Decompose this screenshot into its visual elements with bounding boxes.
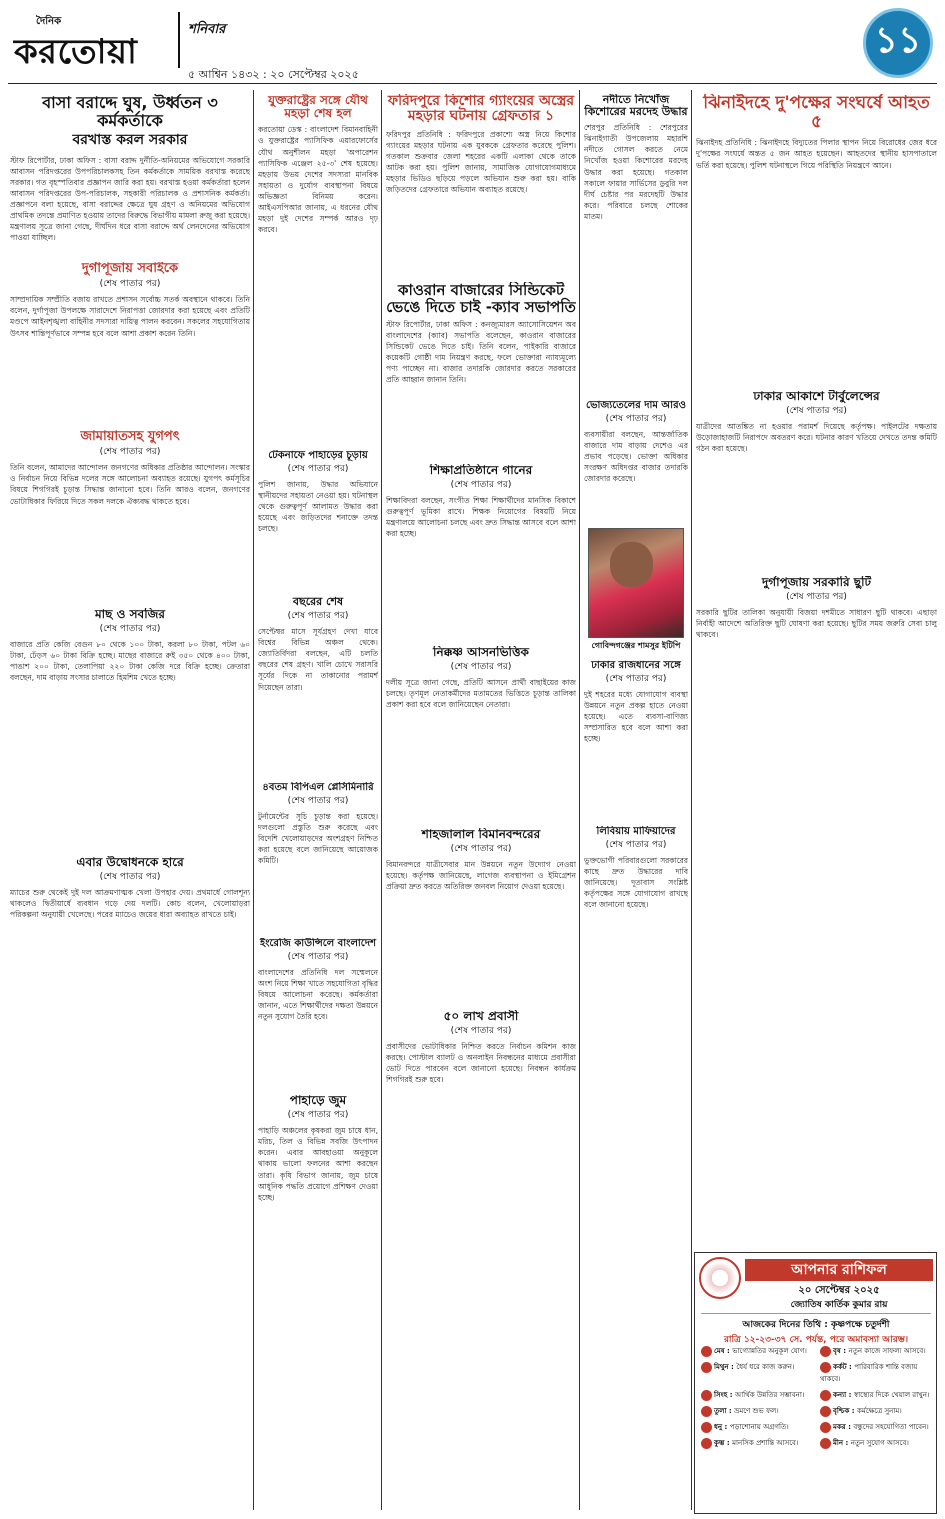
headline: বাসা বরাদ্দে ঘুষ, উর্ধ্বতন ৩ কর্মকর্তাকে <box>42 94 218 130</box>
horoscope-date: ২০ সেপ্টেম্বর ২০২৫ <box>798 1285 880 1296</box>
zodiac-sign-icon <box>701 1390 712 1401</box>
zodiac-sign-text: নতুন কাজে সাফল্য আসবে। <box>848 1347 926 1355</box>
zodiac-sign-name: কুম্ভ : <box>714 1439 733 1447</box>
headline: দুর্গাপূজায় সবাইকে <box>81 262 179 276</box>
headline: ৫০ লাখ প্রবাসী <box>443 1010 519 1023</box>
tithi-time: রাত্রি ১২-২৩-৩৭ সে. পর্যন্ত, পরে অমাবস্যা আরম্ভ। <box>723 1335 909 1345</box>
continued-label: (শেষ পাতার পর) <box>99 872 161 883</box>
story-body: দুই শহরের মধ্যে যোগাযোগ ব্যবস্থা উন্নয়নে নতুন প্রকল্প হাতে নেওয়া হয়েছে। এতে ব্যবসা-বাণিজ্য সম্প্রসারিত হবে বলে আশা করা হচ্ছে। <box>584 690 688 744</box>
story-fish-veg <box>10 608 250 848</box>
zodiac-sign-row <box>701 1345 814 1357</box>
story-body: টুর্নামেন্টের সূচি চূড়ান্ত করা হয়েছে। দলগুলো প্রস্তুতি শুরু করেছে এবং বিদেশি খেলোয়াড়দের অংশগ্রহণ নিশ্চিত করা হয়েছে বলে জানিয়েছে আয়োজক কমিটি। <box>258 812 378 866</box>
publication-date: ৫ আশ্বিন ১৪৩২ : ২০ সেপ্টেম্বর ২০২৫ <box>188 68 359 81</box>
zodiac-sign-text: আর্থিক উন্নতির সম্ভাবনা। <box>735 1391 805 1399</box>
tithi-label: আজকের দিনের তিথি : কৃষ্ণপক্ষে চতুর্দশী <box>742 1320 890 1330</box>
continued-label: (শেষ পাতার পর) <box>450 662 512 673</box>
story-body: স্টাফ রিপোর্টার, ঢাকা অফিস : কনজ্যুমারস অ্যাসোসিয়েশন অব বাংলাদেশের (ক্যাব) সভাপতি বলেছেন, কাওরান বাজারের সিন্ডিকেট ভেঙে দিতে চাই। তিনি বলেন, পাইকারি বাজারে কয়েকটি গোষ্ঠী দাম নিয়ন্ত্রণ করছে, ফলে ভোক্তারা ন্যায্যমূল্যে পণ্য পাচ্ছেন না। বাজার তদারকি জোরদার করতে সরকারের প্রতি আহ্বান জানান তিনি। <box>386 320 576 385</box>
story-school-music <box>386 464 576 640</box>
headline: নদীতে নিখোঁজ কিশোরের মরদেহ উদ্ধার <box>584 94 688 119</box>
story-bribery <box>10 94 250 254</box>
story-faridpur <box>386 94 576 274</box>
headline: পাহাড়ে জুম <box>289 1094 347 1107</box>
continued-label: (শেষ পাতার পর) <box>605 414 667 424</box>
zodiac-sign-text: পড়াশোনায় অগ্রগতি। <box>729 1423 789 1431</box>
continued-label: (শেষ পাতার পর) <box>605 840 667 850</box>
zodiac-sign-text: পারিবারিক শান্তি বজায় থাকবে। <box>820 1363 918 1383</box>
continued-label: (শেষ পাতার পর) <box>450 480 512 491</box>
zodiac-sign-name: বৃষ : <box>833 1347 849 1355</box>
page-number-badge: ১১ <box>863 8 933 78</box>
story-body: শেরপুর প্রতিনিধি : শেরপুরের ঝিনাইগাতী উপজেলায় মহারশি নদীতে গোসল করতে নেমে নিখোঁজ হওয়া কিশোরের মরদেহ উদ্ধার করা হয়েছে। গতকাল সকালে ফায়ার সার্ভিসের ডুবুরি দল দীর্ঘ চেষ্টার পর মরদেহটি উদ্ধার করে। পরিবারে চলছে শোকের মাতম। <box>584 123 688 221</box>
story-body: দলীয় সূত্রে জানা গেছে, প্রতিটি আসনে প্রার্থী বাছাইয়ের কাজ চলছে। তৃণমূল নেতাকর্মীদের মতামতের ভিত্তিতে চূড়ান্ত তালিকা প্রকাশ করা হবে বলে জানিয়েছেন নেতারা। <box>386 678 576 710</box>
story-body: সাম্প্রদায়িক সম্প্রীতি বজায় রাখতে প্রশাসন সর্বোচ্চ সতর্ক অবস্থানে থাকবে। তিনি বলেন, দুর্গাপূজা উপলক্ষে সারাদেশে নিরাপত্তা জোরদার করা হয়েছে এবং প্রতিটি মণ্ডপে আইনশৃঙ্খলা বাহিনীর সদস্যরা দায়িত্ব পালন করবেন। সকলের সহযোগিতায় উৎসব শান্তিপূর্ণভাবে সম্পন্ন হবে বলে আশা প্রকাশ করেন তিনি। <box>10 295 250 338</box>
zodiac-sign-row <box>820 1345 933 1357</box>
zodiac-sign-text: ভাগ্যোন্নতির অনুকূল যোগ। <box>732 1347 807 1355</box>
zodiac-sign-name: কর্কট : <box>833 1363 855 1371</box>
zodiac-sign-name: মীন : <box>833 1439 851 1447</box>
photo-caption-wrap <box>584 640 688 654</box>
headline: শাহজালাল বিমানবন্দরের <box>421 828 541 841</box>
zodiac-sign-text: ধৈর্য ধরে কাজ করুন। <box>736 1363 795 1371</box>
story-seat-based <box>386 646 576 822</box>
masthead-tag: দৈনিক <box>36 16 62 27</box>
zodiac-sign-icon <box>820 1406 831 1417</box>
zodiac-wheel-icon <box>699 1257 741 1299</box>
zodiac-sign-name: মকর : <box>833 1423 854 1431</box>
story-body: বাজারে প্রতি কেজি বেগুন ৮০ থেকে ১০০ টাকা, করলা ৮০ টাকা, পটল ৬০ টাকা, ঢেঁড়স ৬০ টাকা বিক্রি হচ্ছে। মাছের বাজারে রুই ৩৫০ থেকে ৪০০ টাকা, পাঙাশ ২০০ টাকা, তেলাপিয়া ২২০ টাকা কেজি দরে বিক্রি হচ্ছে। ক্রেতারা বলছেন, দাম বাড়ায় সংসার চালাতে হিমশিম খেতে হচ্ছে। <box>10 640 250 683</box>
story-body: সেপ্টেম্বর মাসে সূর্যগ্রহণ দেখা যাবে বিশ্বের বিভিন্ন অঞ্চল থেকে। জ্যোতির্বিদরা বলছেন, এটি চলতি বছরের শেষ গ্রহণ। খালি চোখে সরাসরি সূর্যের দিকে না তাকানোর পরামর্শ দিয়েছেন তারা। <box>258 627 378 692</box>
zodiac-sign-text: কর্মক্ষেত্রে সুনাম। <box>857 1407 902 1415</box>
column-divider <box>253 90 254 1510</box>
story-libya <box>584 826 688 1506</box>
continued-label: (শেষ পাতার পর) <box>287 952 349 962</box>
story-body: করতোয়া ডেস্ক : বাংলাদেশ বিমানবাহিনী ও যুক্তরাষ্ট্রের প্যাসিফিক এয়ারফোর্সের যৌথ অনুশীলন মহড়া 'অপারেশন প্যাসিফিক এঞ্জেল ২৫-৩' শেষ হয়েছে। মহড়ায় উভয় দেশের সদস্যরা মানবিক সহায়তা ও দুর্যোগ ব্যবস্থাপনা বিষয়ে অভিজ্ঞতা বিনিময় করেন। আইএসপিআর জানায়, এ ধরনের যৌথ মহড়া দুই দেশের সম্পর্ক আরও দৃঢ় করবে। <box>258 125 378 235</box>
continued-label: (শেষ পাতার পর) <box>287 796 349 806</box>
story-holiday <box>696 576 937 1246</box>
headline: টেকনাফে পাহাড়ের চূড়ায় <box>268 450 368 461</box>
zodiac-sign-text: বন্ধুদের সহযোগিতা পাবেন। <box>853 1423 929 1431</box>
zodiac-sign-icon <box>820 1390 831 1401</box>
continued-label: (শেষ পাতার পর) <box>287 1110 349 1121</box>
story-body: পুলিশ জানায়, উদ্ধার অভিযানে স্থানীয়দের সহায়তা নেওয়া হয়। ঘটনাস্থল থেকে গুরুত্বপূর্ণ আলামত উদ্ধার করা হয়েছে এবং জড়িতদের শনাক্তে তদন্ত চলছে। <box>258 480 378 534</box>
zodiac-sign-name: কন্যা : <box>833 1391 854 1399</box>
zodiac-sign-row <box>820 1421 933 1433</box>
story-body: তিনি বলেন, আমাদের আন্দোলন জনগণের অধিকার প্রতিষ্ঠার আন্দোলন। সংস্কার ও নির্বাচন নিয়ে বিভিন্ন দলের সঙ্গে আলোচনা অব্যাহত রয়েছে। যুগপৎ কর্মসূচির বিষয়ে শিগগিরই চূড়ান্ত সিদ্ধান্ত জানানো হবে। তিনি আরও বলেন, জনগণের ভোটাধিকার ফিরিয়ে দিতে সকল দলকে ঐক্যবদ্ধ থাকতে হবে। <box>10 463 250 506</box>
headline: ইংরেজি কাউন্সিলে বাংলাদেশ <box>260 938 376 949</box>
story-body: ভুক্তভোগী পরিবারগুলো সরকারের কাছে দ্রুত উদ্ধারের দাবি জানিয়েছে। দূতাবাস সংশ্লিষ্ট কর্তৃপক্ষের সঙ্গে যোগাযোগ রাখছে বলে জানানো হয়েছে। <box>584 856 688 910</box>
story-body: স্টাফ রিপোর্টার, ঢাকা অফিস : বাসা বরাদ্দ দুর্নীতি-অনিয়মের অভিযোগে সরকারি আবাসন পরিদপ্তরের উপপরিচালকসহ তিন কর্মকর্তাকে সাময়িক বরখাস্ত করেছে সরকার। গত বৃহস্পতিবার প্রজ্ঞাপন জারি করা হয়। বরখাস্ত হওয়া কর্মকর্তারা হলেন আবাসন পরিদপ্তরের উপ-পরিচালক, সহকারী পরিচালক ও প্রশাসনিক কর্মকর্তা। প্রজ্ঞাপনে বলা হয়েছে, বাসা বরাদ্দের ক্ষেত্রে ঘুষ গ্রহণ ও অনিয়মের অভিযোগ প্রাথমিক তদন্তে প্রমাণিত হওয়ায় তাদের বিরুদ্ধে বিভাগীয় মামলা রুজু করা হয়েছে। মন্ত্রণালয় সূত্রে জানা গেছে, দীর্ঘদিন ধরে বাসা বরাদ্দে অর্থ লেনদেনের অভিযোগ পাওয়া যাচ্ছিল। <box>10 155 250 243</box>
story-council <box>258 938 378 1088</box>
story-karwan-bazar <box>386 282 576 458</box>
news-photo <box>588 528 684 638</box>
headline: মাছ ও সবজির <box>95 608 165 621</box>
newspaper-logo: করতোয়া <box>14 32 138 72</box>
zodiac-sign-row <box>820 1437 933 1449</box>
column-divider <box>381 90 382 1510</box>
continued-label: (শেষ পাতার পর) <box>287 611 349 622</box>
continued-label: (শেষ পাতার পর) <box>99 447 161 458</box>
horoscope-author: জ্যোতিষ কার্তিক কুমার রায় <box>790 1300 888 1310</box>
horoscope-title: আপনার রাশিফল <box>745 1259 933 1281</box>
continued-label: (শেষ পাতার পর) <box>786 406 847 417</box>
headline: নিক্কষ্ণ আসনভিত্তিক <box>433 646 529 659</box>
story-body: ফরিদপুর প্রতিনিধি : ফরিদপুরে প্রকাশ্যে অস্ত্র নিয়ে কিশোর গ্যাংয়ের মহড়ার ঘটনায় এক যুবককে গ্রেফতার করেছে পুলিশ। গতকাল শুক্রবার জেলা শহরের একটি এলাকা থেকে তাকে আটক করা হয়। পুলিশ জানায়, সামাজিক যোগাযোগমাধ্যমে মহড়ার ভিডিও ছড়িয়ে পড়লে অভিযান শুরু করা হয়। বাকি জড়িতদের গ্রেফতারে অভিযান অব্যাহত রয়েছে। <box>386 129 576 195</box>
zodiac-sign-icon <box>701 1438 712 1449</box>
story-jhum <box>258 1094 378 1506</box>
story-river-body <box>584 94 688 394</box>
headline: ঢাকার আকাশে টার্বুলেন্সের <box>753 390 880 403</box>
continued-label: (শেষ পাতার পর) <box>605 674 667 684</box>
photo-caption: গোবিন্দগঞ্জের শামসুর ইটিপি <box>591 641 681 650</box>
headline: ঢাকার রাজধানের সঙ্গে <box>591 660 681 671</box>
headline: ভোজ্যতেলের দাম আরও <box>586 400 686 411</box>
zodiac-sign-icon <box>820 1438 831 1449</box>
story-body: পাহাড়ি অঞ্চলের কৃষকরা জুম চাষে ধান, মরিচ, তিল ও বিভিন্ন সবজি উৎপাদন করেন। এবার আবহাওয়া অনুকূলে থাকায় ভালো ফলনের আশা করছেন তারা। কৃষি বিভাগ জানায়, জুম চাষে আধুনিক পদ্ধতি প্রয়োগে প্রশিক্ষণ দেওয়া হচ্ছে। <box>258 1126 378 1202</box>
zodiac-sign-row <box>701 1389 814 1401</box>
zodiac-sign-icon <box>701 1346 712 1357</box>
story-match <box>10 856 250 1506</box>
zodiac-signs-list <box>701 1345 933 1449</box>
zodiac-sign-row <box>701 1421 814 1433</box>
story-durgapuja <box>10 262 250 422</box>
story-year-end <box>258 596 378 776</box>
headline: বছরের শেষ <box>292 596 344 608</box>
story-body: সরকারি ছুটির তালিকা অনুযায়ী বিজয়া দশমীতে সাধারণ ছুটি থাকবে। এছাড়া নির্বাহী আদেশে অতিরিক্ত ছুটি ঘোষণা করা হয়েছে। ছুটির সময় জরুরি সেবা চালু থাকবে। <box>696 608 937 640</box>
continued-label: (শেষ পাতার পর) <box>450 1026 512 1037</box>
story-turbulence <box>696 390 937 570</box>
headline: ফরিদপুরে কিশোর গ্যাংয়ের অস্ত্রের মহড়ার ঘটনায় গ্রেফতার ১ <box>387 94 575 125</box>
zodiac-sign-row <box>820 1361 933 1385</box>
publication-day: শনিবার <box>188 22 226 37</box>
zodiac-sign-icon <box>820 1362 831 1373</box>
photo-subject <box>610 542 653 587</box>
story-jhenaidah <box>696 94 937 384</box>
zodiac-sign-icon <box>701 1422 712 1433</box>
story-body: ম্যাচের শুরু থেকেই দুই দল আক্রমণাত্মক খেলা উপহার দেয়। প্রথমার্ধে গোলশূন্য থাকলেও দ্বিতীয়ার্ধে ব্যবধান গড়ে দেয় দলটি। কোচ বলেন, খেলোয়াড়রা পরিকল্পনা অনুযায়ী খেলেছে। পরের ম্যাচেও জয়ের ধারা অব্যাহত রাখতে চাই। <box>10 888 250 920</box>
continued-label: (শেষ পাতার পর) <box>99 624 161 635</box>
headline: ঝিনাইদহে দু'পক্ষের সংঘর্ষে আহত ৫ <box>703 94 930 132</box>
headline: কাওরান বাজারের সিন্ডিকেট ভেঙে দিতে চাই -ক্যাব সভাপতি <box>386 282 576 316</box>
zodiac-sign-name: তুলা : <box>714 1407 735 1415</box>
zodiac-sign-row <box>820 1405 933 1417</box>
zodiac-sign-name: মেষ : <box>714 1347 733 1355</box>
headline: লিবিয়ায় মাফিয়াদের <box>596 826 676 837</box>
zodiac-sign-row <box>820 1389 933 1401</box>
story-bpl <box>258 782 378 932</box>
continued-label: (শেষ পাতার পর) <box>287 464 349 474</box>
story-rajdhani <box>584 660 688 820</box>
zodiac-sign-icon <box>820 1346 831 1357</box>
story-body: শিক্ষাবিদরা বলছেন, সংগীত শিক্ষা শিক্ষার্থীদের মানসিক বিকাশে গুরুত্বপূর্ণ ভূমিকা রাখে। শিক্ষক নিয়োগের বিষয়টি নিয়ে মন্ত্রণালয়ে আলোচনা চলছে এবং দ্রুত সিদ্ধান্ত আসবে বলে আশা করা হচ্ছে। <box>386 496 576 539</box>
zodiac-sign-name: মিথুন : <box>714 1363 737 1371</box>
headline: শিক্ষাপ্রতিষ্ঠানে গানের <box>429 464 533 477</box>
zodiac-sign-name: সিংহ : <box>714 1391 735 1399</box>
story-body: বাংলাদেশের প্রতিনিধি দল সম্মেলনে অংশ নিয়ে শিক্ষা খাতে সহযোগিতা বৃদ্ধির বিষয়ে আলোচনা করেছে। কর্মকর্তারা জানান, এতে শিক্ষার্থীদের দক্ষতা উন্নয়নে নতুন সুযোগ তৈরি হবে। <box>258 968 378 1022</box>
zodiac-sign-icon <box>820 1422 831 1433</box>
continued-label: (শেষ পাতার পর) <box>99 279 161 290</box>
column-divider <box>579 90 580 1510</box>
story-body: বিমানবন্দরে যাত্রীসেবার মান উন্নয়নে নতুন উদ্যোগ নেওয়া হয়েছে। কর্তৃপক্ষ জানিয়েছে, লাগেজ ব্যবস্থাপনা ও ইমিগ্রেশন প্রক্রিয়া দ্রুত করতে অতিরিক্ত জনবল নিয়োগ দেওয়া হয়েছে। <box>386 860 576 892</box>
headline: এবার উদ্বোধনকে হারে <box>76 856 184 869</box>
story-teknaf <box>258 450 378 590</box>
zodiac-sign-row <box>701 1405 814 1417</box>
story-expatriates <box>386 1010 576 1506</box>
zodiac-sign-text: স্বাস্থ্যের দিকে খেয়াল রাখুন। <box>853 1391 930 1399</box>
horoscope-box <box>694 1252 937 1514</box>
masthead-divider <box>178 12 180 68</box>
headline: জামায়াতসহ যুগপৎ <box>80 430 180 444</box>
zodiac-sign-name: বৃশ্চিক : <box>833 1407 858 1415</box>
continued-label: (শেষ পাতার পর) <box>786 592 847 603</box>
zodiac-sign-icon <box>701 1362 712 1373</box>
zodiac-sign-row <box>701 1361 814 1385</box>
story-body: ঝিনাইদহ প্রতিনিধি : ঝিনাইদহে বিদ্যুতের পিলার স্থাপন নিয়ে বিরোধের জের ধরে দু'পক্ষের সংঘর্ষে অন্তত ৫ জন আহত হয়েছেন। আহতদের স্থানীয় হাসপাতালে ভর্তি করা হয়েছে। পুলিশ ঘটনাস্থলে গিয়ে পরিস্থিতি নিয়ন্ত্রণে আনে। <box>696 138 937 170</box>
masthead <box>8 6 937 84</box>
column-divider <box>691 90 692 1510</box>
zodiac-sign-text: মানসিক প্রশান্তি আসবে। <box>732 1439 799 1447</box>
zodiac-sign-icon <box>701 1406 712 1417</box>
story-edible-oil <box>584 400 688 520</box>
subheadline: বরখাস্ত করল সরকার <box>72 132 188 149</box>
zodiac-sign-text: ভ্রমণে শুভ ফল। <box>734 1407 779 1415</box>
story-body: যাত্রীদের আতঙ্কিত না হওয়ার পরামর্শ দিয়েছে কর্তৃপক্ষ। পাইলটের দক্ষতায় উড়োজাহাজটি নিরাপদে অবতরণ করে। ঘটনার কারণ খতিয়ে দেখতে তদন্ত কমিটি গঠন করা হয়েছে। <box>696 422 937 454</box>
story-jamaat <box>10 430 250 600</box>
tithi-block <box>701 1313 931 1347</box>
story-shahjalal <box>386 828 576 1004</box>
headline: ৪বতম বিপিএল প্লেসিমিনারি <box>262 782 374 793</box>
continued-label: (শেষ পাতার পর) <box>450 844 512 855</box>
zodiac-sign-name: ধনু : <box>714 1423 730 1431</box>
headline: যুক্তরাষ্ট্রের সঙ্গে যৌথ মহড়া শেষ হল <box>268 94 368 121</box>
zodiac-sign-text: নতুন সুযোগ আসবে। <box>850 1439 909 1447</box>
story-body: ব্যবসায়ীরা বলছেন, আন্তর্জাতিক বাজারে দাম বাড়ায় দেশেও এর প্রভাব পড়েছে। ভোক্তা অধিকার সংরক্ষণ অধিদপ্তর বাজার তদারকি জোরদার করেছে। <box>584 430 688 484</box>
story-body: প্রবাসীদের ভোটাধিকার নিশ্চিত করতে নির্বাচন কমিশন কাজ করছে। পোস্টাল ব্যালট ও অনলাইন নিবন্ধনের মাধ্যমে প্রবাসীরা ভোট দিতে পারবেন বলে জানানো হয়েছে। নিবন্ধন কার্যক্রম শিগগিরই শুরু হবে। <box>386 1042 576 1085</box>
zodiac-sign-row <box>701 1437 814 1449</box>
headline: দুর্গাপূজায় সরকারি ছুটি <box>761 576 872 589</box>
story-joint-exercise <box>258 94 378 444</box>
